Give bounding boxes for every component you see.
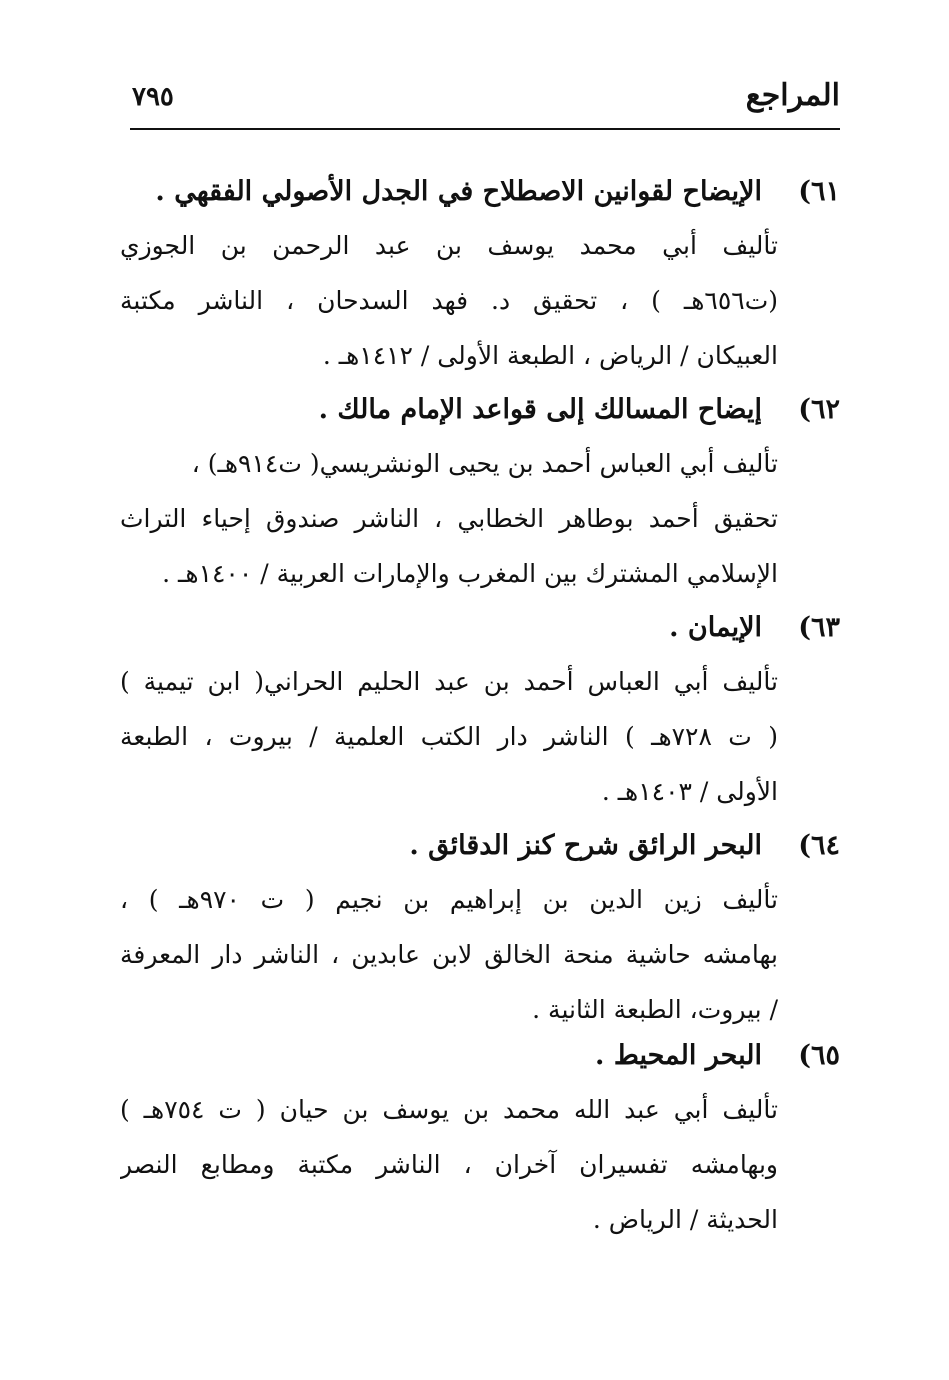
entry-number: ٦٣) bbox=[798, 612, 840, 643]
entry-body bbox=[120, 872, 778, 1037]
entry-title: البحر المحيط . bbox=[595, 1040, 762, 1071]
entry-line: وبهامشه تفسيران آخران ، الناشر مكتبة ومطابع النصر bbox=[120, 1150, 778, 1179]
entry-line: الإسلامي المشترك بين المغرب والإمارات العربية / ١٤٠٠هـ . bbox=[162, 559, 778, 588]
entry-title: الإيمان . bbox=[669, 612, 762, 643]
entry-line: (ت٦٥٦هـ ) ، تحقيق د. فهد السدحان ، الناشر مكتبة bbox=[120, 286, 778, 315]
reference-entry-62 bbox=[120, 384, 840, 601]
entry-number: ٦٢) bbox=[798, 394, 840, 425]
entry-body bbox=[120, 654, 778, 819]
entry-heading bbox=[120, 166, 840, 218]
entry-line: تأليف أبي عبد الله محمد بن يوسف بن حيان ( ت ٧٥٤هـ ) bbox=[120, 1095, 778, 1124]
page-header bbox=[130, 78, 840, 128]
entry-heading bbox=[120, 602, 840, 654]
entry-number: ٦٥) bbox=[798, 1040, 840, 1071]
entry-body bbox=[120, 1082, 778, 1247]
entry-line: / بيروت، الطبعة الثانية . bbox=[532, 995, 778, 1024]
reference-entry-65 bbox=[120, 1030, 840, 1247]
entry-number: ٦١) bbox=[798, 176, 840, 207]
entry-title: الإيضاح لقوانين الاصطلاح في الجدل الأصولي الفقهي . bbox=[155, 176, 762, 207]
entry-line: تأليف أبي العباس أحمد بن يحيى الونشريسي( ت٩١٤هـ) ، bbox=[191, 449, 778, 478]
reference-entry-64 bbox=[120, 820, 840, 1037]
entry-line: تأليف زين الدين بن إبراهيم بن نجيم ( ت ٩٧٠هـ ) ، bbox=[120, 885, 778, 914]
entry-number: ٦٤) bbox=[798, 830, 840, 861]
entry-line: تحقيق أحمد بوطاهر الخطابي ، الناشر صندوق إحياء التراث bbox=[120, 504, 778, 533]
entry-line: بهامشه حاشية منحة الخالق لابن عابدين ، الناشر دار المعرفة bbox=[120, 940, 778, 969]
entry-heading bbox=[120, 384, 840, 436]
entry-body bbox=[120, 218, 778, 383]
section-title: المراجع bbox=[745, 78, 840, 113]
entry-heading bbox=[120, 1030, 840, 1082]
page-number: ٧٩٥ bbox=[132, 82, 174, 112]
entry-line: ( ت ٧٢٨هـ ) الناشر دار الكتب العلمية / بيروت ، الطبعة bbox=[120, 722, 778, 751]
entry-heading bbox=[120, 820, 840, 872]
reference-entry-63 bbox=[120, 602, 840, 819]
entry-line: الأولى / ١٤٠٣هـ . bbox=[601, 777, 778, 806]
entry-body bbox=[120, 436, 778, 601]
header-rule bbox=[130, 128, 840, 130]
entry-line: تأليف أبي العباس أحمد بن عبد الحليم الحراني( ابن تيمية ) bbox=[120, 667, 778, 696]
entry-title: البحر الرائق شرح كنز الدقائق . bbox=[409, 830, 762, 861]
reference-entry-61 bbox=[120, 166, 840, 383]
entry-line: تأليف أبي محمد يوسف بن عبد الرحمن بن الجوزي bbox=[120, 231, 778, 260]
entry-title: إيضاح المسالك إلى قواعد الإمام مالك . bbox=[318, 394, 762, 425]
entry-line: الحديثة / الرياض . bbox=[592, 1205, 778, 1234]
entry-line: العبيكان / الرياض ، الطبعة الأولى / ١٤١٢هـ . bbox=[322, 341, 778, 370]
